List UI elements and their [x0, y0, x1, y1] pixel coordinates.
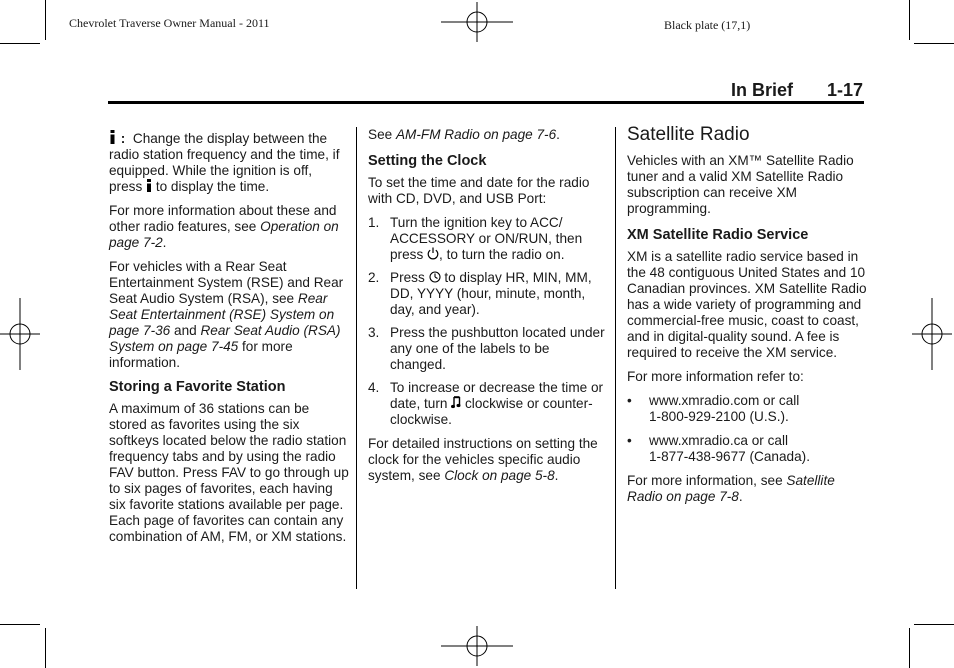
step-number: 4. — [368, 380, 380, 395]
crop-mark-br-h — [914, 624, 954, 625]
step-number: 2. — [368, 270, 380, 285]
more-info-text: For more information, see — [627, 473, 783, 488]
rse-end-text: for more information. — [109, 339, 293, 370]
satellite-radio-link[interactable]: Satellite Radio on page 7-8 — [627, 473, 835, 504]
section-title: In Brief — [731, 80, 794, 100]
column-2 — [368, 127, 608, 492]
column-1 — [109, 130, 349, 553]
bullet: • — [627, 393, 632, 408]
manual-title: Chevrolet Traverse Owner Manual - 2011 — [69, 16, 270, 30]
detailed-instructions-paragraph — [368, 436, 608, 484]
info-text-b: to display the time. — [155, 179, 270, 194]
crop-mark-bl-h — [0, 624, 40, 625]
rse-text: For vehicles with a Rear Seat Entertainment System (RSE) and Rear Seat Audio System (RSA), see — [109, 259, 344, 306]
info-icon — [109, 130, 117, 144]
setting-clock-heading: Setting the Clock — [368, 153, 487, 169]
period: . — [738, 489, 743, 504]
and-text: and — [174, 323, 197, 338]
music-note-icon — [451, 396, 461, 409]
more-info-paragraph — [109, 203, 349, 251]
us-link-text[interactable]: www.xmradio.com or call — [649, 393, 800, 408]
clock-link[interactable]: Clock on page 5-8 — [444, 468, 555, 483]
step-text: Press — [390, 270, 425, 285]
step-text: Press the pushbutton located under any one of the labels to be changed. — [390, 325, 605, 372]
am-fm-link[interactable]: AM-FM Radio on page 7-6 — [395, 127, 557, 142]
operation-link[interactable]: Operation on page 7-2 — [109, 219, 339, 250]
detail-text: For detailed instructions on setting the clock for the vehicles specific audio system, see — [368, 436, 598, 483]
info-icon — [146, 179, 152, 192]
info-text-a: Change the display between the radio station frequency and the time, if equipped. While the ignition is off, press — [109, 131, 340, 194]
clock-steps-list — [368, 215, 608, 428]
period: . — [554, 468, 559, 483]
canada-link-text[interactable]: www.xmradio.ca or call — [649, 433, 788, 448]
registration-mark-bottom — [441, 626, 513, 666]
see-text: See — [368, 127, 393, 142]
storing-favorite-paragraph: A maximum of 36 stations can be stored as favorites using the six softkeys located below the radio station frequency tabs and by using the radio FAV button. Press FAV to go through up to six pages of favorites, each having six favorite stations available per page. Each page of favorites can contain any combination of AM, FM, or XM stations. — [109, 401, 349, 544]
step-text: To increase or decrease the time or date, turn — [390, 380, 604, 411]
info-button-description — [109, 130, 349, 195]
xm-service-heading: XM Satellite Radio Service — [627, 227, 809, 243]
step-text-b: to display HR, MIN, MM, DD, YYYY (hour, minute, month, day, and year). — [390, 270, 592, 317]
step-text-b: clockwise or counter-clockwise. — [390, 396, 593, 427]
storing-favorite-heading: Storing a Favorite Station — [109, 379, 286, 395]
crop-mark-tr-h — [914, 43, 954, 44]
us-phone-text: 1-800-929-2100 (U.S.). — [649, 409, 789, 424]
setting-clock-intro: To set the time and date for the radio with CD, DVD, and USB Port: — [368, 175, 590, 206]
step-text: Turn the ignition key to ACC/ ACCESSORY or ON/RUN, then press — [390, 215, 583, 262]
period: . — [162, 235, 167, 250]
period: . — [556, 127, 560, 142]
canada-phone-text: 1-877-438-9677 (Canada). — [649, 449, 810, 464]
column-3 — [627, 124, 867, 513]
list-item — [627, 393, 867, 425]
power-icon — [427, 247, 439, 260]
rse-paragraph — [109, 259, 349, 371]
more-info-refer: For more information refer to: — [627, 369, 804, 384]
xm-links-list — [627, 393, 867, 465]
step-number: 1. — [368, 215, 380, 230]
satellite-radio-title: Satellite Radio — [627, 124, 750, 145]
step-number: 3. — [368, 325, 380, 340]
rsa-link[interactable]: Rear Seat Audio (RSA) System on page 7-45 — [109, 323, 341, 354]
crop-mark-bl-v — [45, 628, 46, 668]
page-number: 1-17 — [827, 80, 864, 100]
info-colon: : — [120, 131, 126, 146]
plate-label: Black plate (17,1) — [664, 18, 751, 32]
rse-link[interactable]: Rear Seat Entertainment (RSE) System on page 7-36 — [109, 291, 335, 338]
list-item — [368, 270, 608, 318]
column-divider-1 — [356, 127, 357, 589]
more-info-text: For more information about these and other radio features, see — [109, 203, 337, 234]
list-item — [627, 433, 867, 465]
bullet: • — [627, 433, 632, 448]
clock-icon — [429, 271, 441, 283]
list-item — [368, 380, 608, 428]
registration-mark-left — [0, 298, 40, 370]
crop-mark-br-v — [909, 628, 910, 668]
step-text-b: , to turn the radio on. — [439, 247, 565, 262]
crop-mark-tl-h — [0, 43, 40, 44]
xm-service-paragraph: XM is a satellite radio service based in the 48 contiguous United States and 10 Canadian provinces. XM Satellite Radio has a wide variety of programming and commercial-free music, coast to coast, and in digital-quality sound. A fee is required to receive the XM service. — [627, 249, 867, 360]
registration-mark-right — [912, 298, 952, 370]
satellite-more-info-paragraph — [627, 473, 867, 505]
registration-mark-top — [441, 2, 513, 42]
list-item — [368, 215, 608, 263]
crop-mark-tr-v — [909, 0, 910, 40]
list-item — [368, 325, 608, 373]
header-rule — [108, 101, 864, 104]
see-am-fm-paragraph — [368, 127, 608, 143]
column-divider-2 — [615, 127, 616, 589]
satellite-intro-paragraph: Vehicles with an XM™ Satellite Radio tuner and a valid XM Satellite Radio subscription can receive XM programming. — [627, 153, 854, 216]
crop-mark-tl-v — [45, 0, 46, 40]
